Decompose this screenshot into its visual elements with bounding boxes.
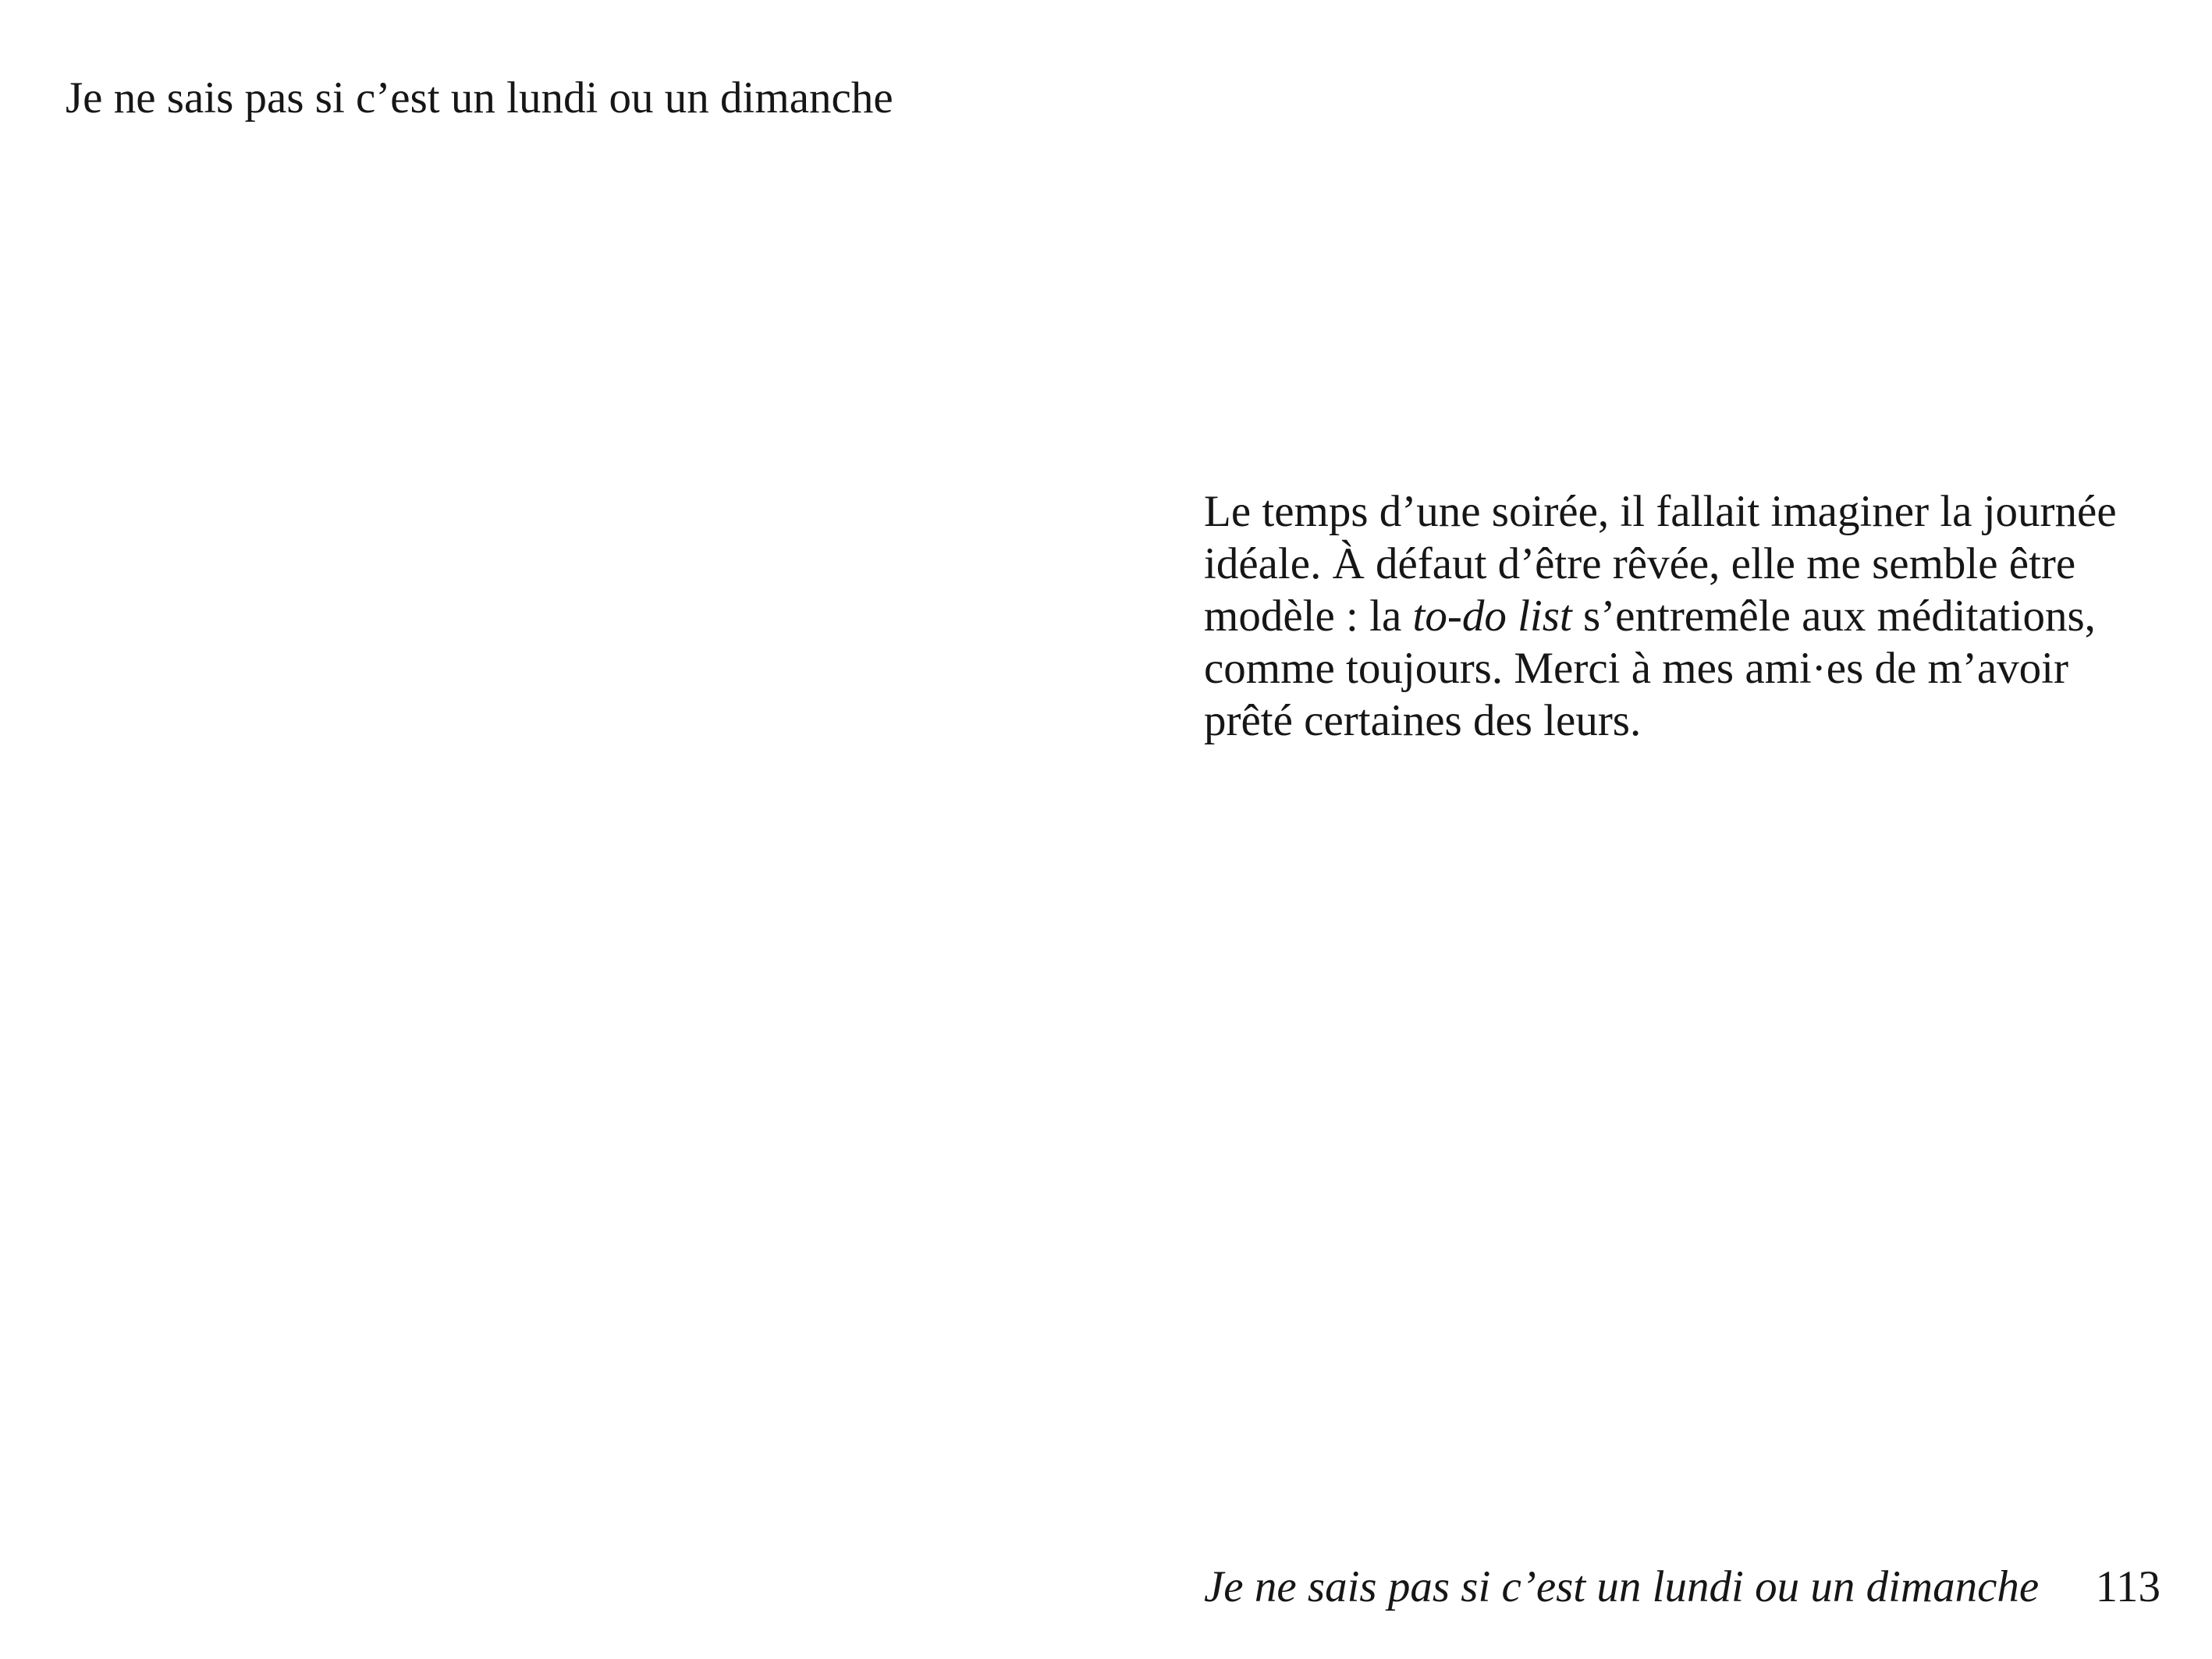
intro-line — [1204, 590, 2171, 642]
right-page — [1106, 0, 2212, 1659]
intro-paragraph — [1204, 485, 2171, 747]
intro-line-text: s’entremêle aux méditations, — [1571, 591, 2096, 641]
intro-line: idéale. À défaut d’être rêvée, elle me semble être — [1204, 539, 2076, 588]
intro-line: prêté certaines des leurs. — [1204, 696, 1642, 745]
page-number: 113 — [2095, 1562, 2161, 1611]
intro-line: comme toujours. Merci à mes ami·es de m’avoir — [1204, 644, 2068, 693]
intro-line-text: modèle : la — [1204, 591, 1413, 641]
running-footer: Je ne sais pas si c’est un lundi ou un dimanche — [1204, 1562, 2040, 1611]
intro-line: Le temps d’une soirée, il fallait imaginer la journée — [1204, 487, 2117, 536]
chapter-title: Je ne sais pas si c’est un lundi ou un dimanche — [66, 73, 893, 123]
intro-emphasis: to-do list — [1412, 591, 1572, 641]
